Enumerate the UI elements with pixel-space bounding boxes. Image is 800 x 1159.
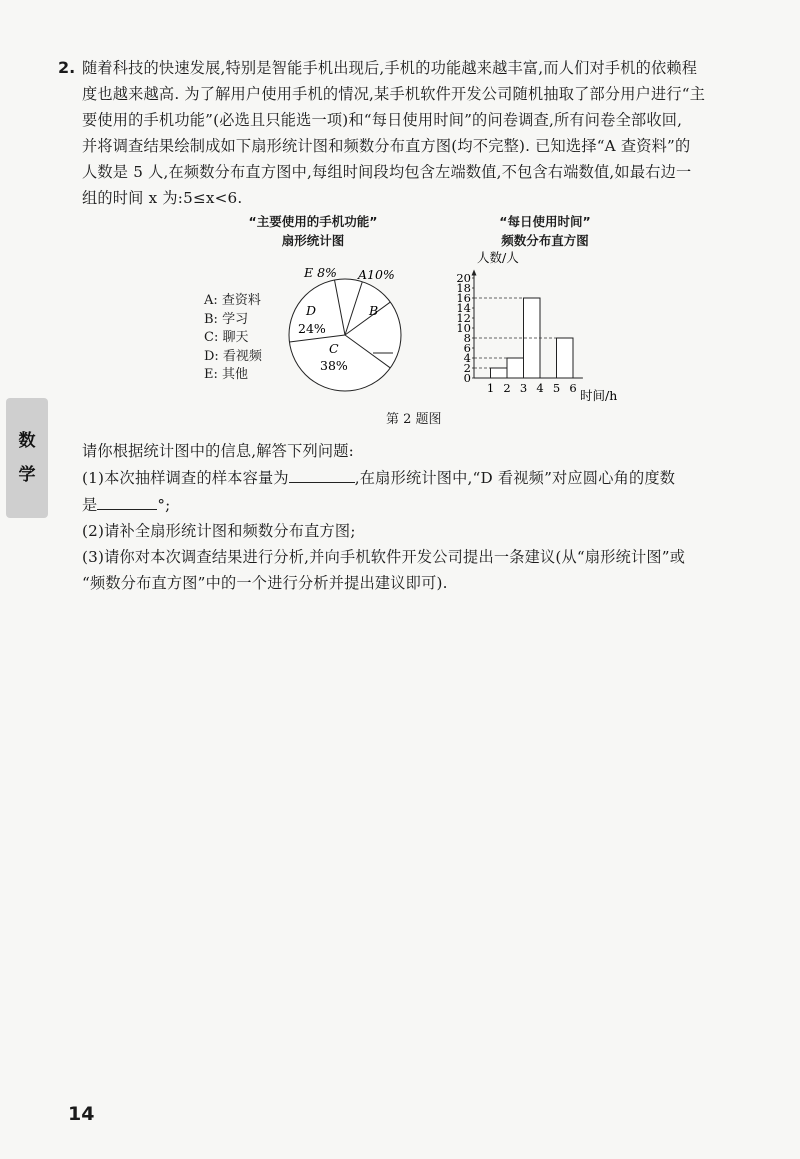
hist-bar: [491, 368, 508, 378]
legend-item-b: B: 学习: [204, 311, 249, 327]
question-2: (2)请补全扇形统计图和频数分布直方图;: [82, 522, 356, 540]
q1-text-d: °;: [157, 496, 171, 514]
pie-chart-title: [228, 212, 398, 250]
pie-title-line-1: “主要使用的手机功能”: [248, 214, 378, 229]
hist-y-tick-label: 20: [456, 271, 471, 285]
hist-y-tick-label: 10: [456, 321, 471, 335]
pie-label-c-letter: C: [329, 341, 339, 356]
legend-item-c: C: 聊天: [204, 330, 249, 345]
pie-label-b: B: [369, 303, 379, 318]
hist-y-tick-label: 4: [463, 351, 471, 365]
hist-bar: [557, 338, 574, 378]
hist-title-line-1: “每日使用时间”: [499, 214, 591, 229]
figure-caption: 第 2 题图: [386, 412, 442, 427]
hist-x-tick-label: 3: [519, 381, 528, 395]
hist-x-axis-label: 时间/h: [580, 388, 618, 403]
intro-line: 度也越来越高. 为了解用户使用手机的情况,某手机软件开发公司随机抽取了部分用户进行“主: [82, 85, 706, 103]
hist-y-axis-label: 人数/人: [477, 250, 519, 265]
side-tab-char-1: 数: [18, 431, 36, 451]
hist-y-axis-arrow: [472, 270, 477, 276]
histogram-chart: [430, 246, 630, 406]
hist-bar: [507, 358, 524, 378]
pie-title-line-2: 扇形统计图: [281, 233, 345, 248]
questions-block: [82, 438, 754, 596]
page-number: 14: [68, 1103, 95, 1125]
q1-text-b: ,在扇形统计图中,“D 看视频”对应圆心角的度数: [354, 469, 676, 487]
q1-text-a: (1)本次抽样调查的样本容量为: [82, 469, 289, 487]
histogram-title: [470, 212, 620, 250]
hist-y-tick-label: 6: [463, 341, 471, 355]
legend-item-e: E: 其他: [204, 367, 249, 382]
hist-y-tick-label: 14: [456, 301, 471, 315]
intro-line: 人数是 5 人,在频数分布直方图中,每组时间段均包含左端数值,不包含右端数值,如最右边一: [82, 163, 692, 181]
question-1-line-2: [82, 491, 754, 518]
subject-side-tab: [6, 398, 48, 518]
hist-title-line-2: 频数分布直方图: [501, 233, 589, 248]
legend-item-a: A: 查资料: [204, 293, 261, 308]
hist-x-tick-label: 5: [552, 381, 561, 395]
legend-item-d: D: 看视频: [204, 348, 262, 364]
hist-y-tick-label: 16: [456, 291, 471, 305]
side-tab-char-2: 学: [18, 465, 36, 485]
intro-line: 组的时间 x 为:5≤x<6.: [82, 189, 243, 207]
hist-x-tick-label: 2: [503, 381, 511, 395]
hist-y-tick-label: 8: [463, 331, 471, 345]
intro-line: 要使用的手机功能”(必选且只能选一项)和“每日使用时间”的问卷调查,所有问卷全部收回,: [82, 111, 683, 129]
question-3-line-2: “频数分布直方图”中的一个进行分析并提出建议即可).: [82, 574, 448, 592]
question-3-line-1: (3)请你对本次调查结果进行分析,并向手机软件开发公司提出一条建议(从“扇形统计图”或: [82, 548, 686, 566]
instruction-text: 请你根据统计图中的信息,解答下列问题:: [82, 442, 354, 460]
question-intro: [82, 55, 754, 211]
hist-x-tick-label: 4: [536, 381, 544, 395]
pie-chart: [280, 255, 420, 395]
hist-x-tick-label: 6: [569, 381, 577, 395]
intro-line: 并将调查结果绘制成如下扇形统计图和频数分布直方图(均不完整). 已知选择“A 查资料”的: [82, 137, 691, 155]
q1-text-c: 是: [82, 496, 98, 514]
hist-y-tick-label: 18: [456, 281, 471, 295]
intro-line: 随着科技的快速发展,特别是智能手机出现后,手机的功能越来越丰富,而人们对手机的依赖程: [82, 59, 698, 77]
sample-size-blank[interactable]: [289, 464, 355, 483]
question-1-line-1: [82, 464, 754, 491]
hist-y-tick-label: 12: [456, 311, 471, 325]
pie-label-c-pct: 38%: [320, 358, 348, 373]
hist-x-tick-label: 1: [486, 381, 495, 395]
angle-blank[interactable]: [97, 491, 157, 510]
pie-legend: [204, 292, 262, 385]
pie-label-d-pct: 24%: [298, 321, 326, 336]
pie-label-a: A10%: [358, 267, 395, 282]
pie-label-e: E 8%: [304, 265, 337, 280]
pie-label-d-letter: D: [306, 303, 317, 318]
hist-y-tick-label: 0: [463, 371, 471, 385]
question-number: 2.: [58, 58, 76, 77]
hist-y-tick-label: 2: [463, 361, 471, 375]
